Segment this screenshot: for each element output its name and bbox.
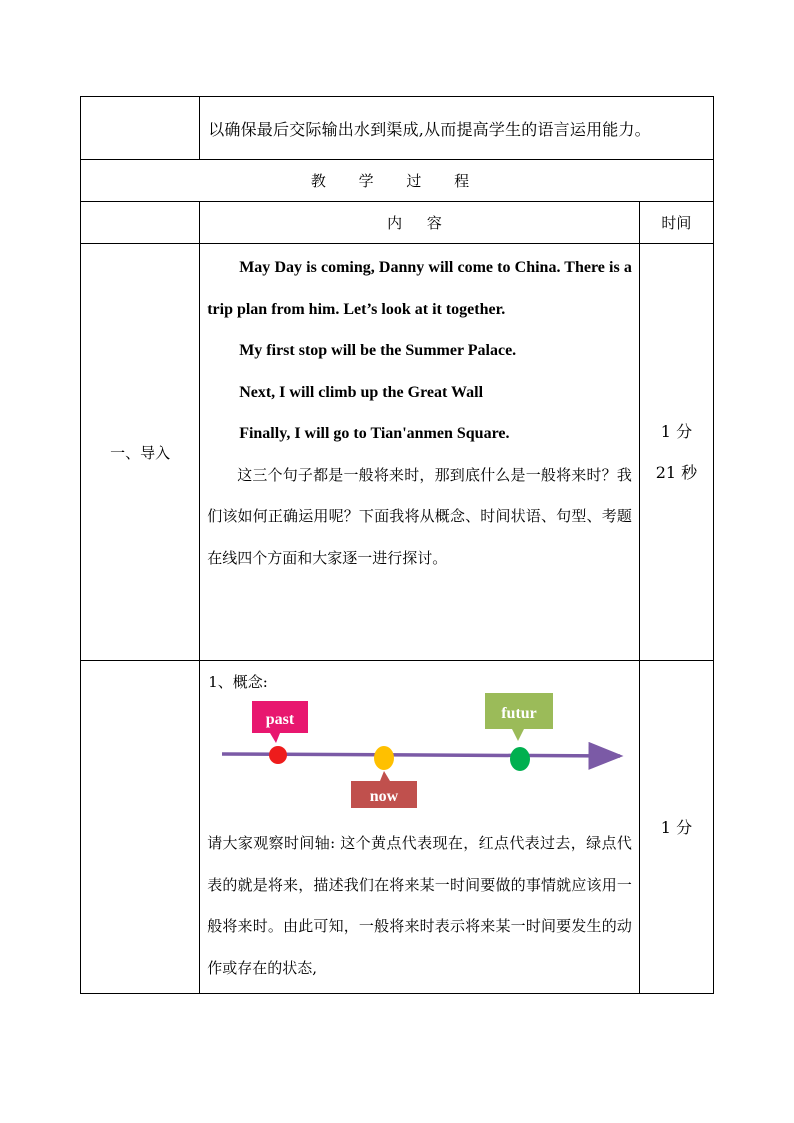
intro-row <box>81 244 714 661</box>
intro-time-line2: 21 秒 <box>655 463 698 482</box>
header-row <box>81 202 714 244</box>
objective-row <box>81 97 714 160</box>
now-label: now <box>369 788 399 805</box>
concept-paragraph: 请大家观察时间轴: 这个黄点代表现在，红点代表过去，绿点代表的就是将来，描述我们在将来某一时间要做的事情就应该用一般将来时。由此可知，一般将来时表示将来某一时间要发生的动作或存在的状态, <box>207 834 632 977</box>
header-content <box>200 202 640 244</box>
concept-stage-empty <box>81 661 200 994</box>
past-red-dot <box>269 746 287 764</box>
past-label: past <box>265 711 295 728</box>
past-label-pointer <box>270 733 280 743</box>
intro-paragraph-2: My first stop will be the Summer Palace. <box>239 342 517 359</box>
lesson-plan-table <box>80 96 714 994</box>
now-label-pointer <box>380 771 390 781</box>
now-yellow-dot <box>374 746 394 770</box>
objective-empty-cell <box>81 97 200 160</box>
section-title-row <box>81 160 714 202</box>
future-label-pointer <box>512 729 524 741</box>
intro-time-line1: 1 分 <box>660 422 693 441</box>
intro-paragraph-4: Finally, I will go to Tian'anmen Square. <box>239 425 510 442</box>
intro-time <box>639 244 713 661</box>
section-title <box>81 160 714 202</box>
section-title-text: 教 学 过 程 <box>310 172 484 190</box>
concept-row <box>81 661 714 994</box>
intro-paragraph-5: 这三个句子都是一般将来时，那到底什么是一般将来时？我们该如何正确运用呢？下面我将从概念、时间状语、句型、考题在线四个方面和大家逐一进行探讨。 <box>207 465 632 567</box>
future-label: futur <box>501 705 537 722</box>
header-empty-cell <box>81 202 200 244</box>
concept-label: 1、概念: <box>208 673 268 691</box>
intro-paragraph-3: Next, I will climb up the Great Wall <box>239 383 484 401</box>
timeline-figure <box>200 661 639 821</box>
concept-time: 1 分 <box>639 661 713 994</box>
header-time: 时间 <box>639 202 713 244</box>
objective-text: 以确保最后交际输出水到渠成,从而提高学生的语言运用能力。 <box>200 97 714 160</box>
intro-content <box>200 244 640 661</box>
intro-paragraph-1: May Day is coming, Danny will come to China. There is a trip plan from him. Let’s look at it together. <box>207 259 632 318</box>
future-green-dot <box>510 747 530 771</box>
concept-content <box>200 661 640 994</box>
timeline-diagram <box>200 661 639 821</box>
header-content-text: 内 容 <box>387 214 452 232</box>
intro-stage: 一、导入 <box>81 244 200 661</box>
